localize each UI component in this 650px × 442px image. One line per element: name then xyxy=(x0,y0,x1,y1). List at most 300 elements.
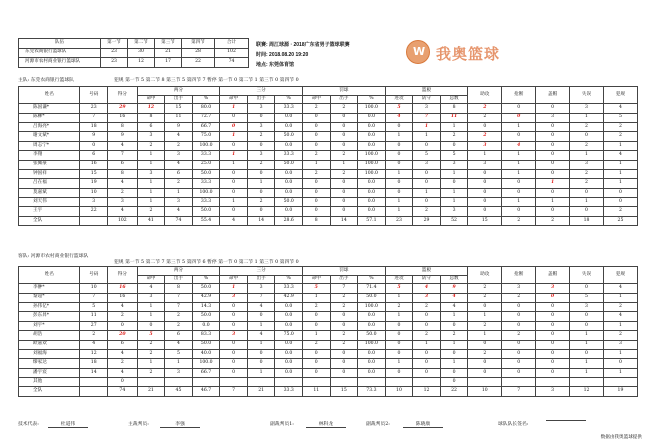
assists: 3 xyxy=(468,141,502,150)
home-stats-table xyxy=(18,86,638,226)
ft-pct: 0.0 xyxy=(358,207,386,216)
ft-made: 2 xyxy=(303,169,331,178)
assists: 3 xyxy=(468,160,502,169)
points: 74 xyxy=(108,387,138,396)
3pt-made: 0 xyxy=(220,302,248,311)
header-threept: 三分 xyxy=(220,267,303,276)
ft-pct xyxy=(358,378,386,387)
turnovers: 1 xyxy=(570,359,604,368)
ft-pct: 0.0 xyxy=(358,132,386,141)
player-row xyxy=(19,151,638,160)
assists: 0 xyxy=(468,169,502,178)
total-score: 74 xyxy=(215,58,249,68)
player-number xyxy=(80,387,108,396)
turnovers: 3 xyxy=(570,302,604,311)
3pt-made: 1 xyxy=(220,198,248,207)
fouls: 1 xyxy=(603,293,637,302)
total-rebounds: 4 xyxy=(440,302,468,311)
3pt-made: 3 xyxy=(220,293,248,302)
ft-pct: 0.0 xyxy=(358,198,386,207)
total-rebounds: 3 xyxy=(440,207,468,216)
total-rebounds: 1 xyxy=(440,198,468,207)
2pt-made: 6 xyxy=(137,122,165,131)
points: 16 xyxy=(108,284,138,293)
fouls xyxy=(603,378,637,387)
player-row xyxy=(19,321,638,330)
2pt-attempts: 5 xyxy=(165,349,193,358)
header-reb: 篮板 xyxy=(385,267,468,276)
3pt-pct: 0.0 xyxy=(275,321,303,330)
2pt-attempts: 4 xyxy=(165,160,193,169)
fouls: 2 xyxy=(603,331,637,340)
ft-attempts: 2 xyxy=(330,340,358,349)
quarter-score: 21 xyxy=(155,48,182,58)
match-venue: 地点: 东莞体育馆 xyxy=(256,62,295,68)
2pt-pct: 33.3 xyxy=(192,151,220,160)
2pt-attempts: 3 xyxy=(165,151,193,160)
2pt-pct: 100.0 xyxy=(192,141,220,150)
2pt-pct: 33.3 xyxy=(192,198,220,207)
points: 4 xyxy=(108,141,138,150)
points: 2 xyxy=(108,312,138,321)
header-tot: 总数 xyxy=(440,275,468,284)
3pt-pct: 0.0 xyxy=(275,359,303,368)
2pt-pct: 55.4 xyxy=(192,216,220,225)
3pt-pct: 0.0 xyxy=(275,188,303,197)
off-rebounds: 1 xyxy=(385,198,413,207)
off-rebounds: 1 xyxy=(385,312,413,321)
ft-made: 0 xyxy=(303,122,331,131)
ft-pct: 0.0 xyxy=(358,113,386,122)
header-pct: % xyxy=(358,275,386,284)
3pt-pct: 0.0 xyxy=(275,340,303,349)
2pt-attempts: 15 xyxy=(165,104,193,113)
3pt-pct: 33.3 xyxy=(275,387,303,396)
player-name: 孙伟亿* xyxy=(19,302,80,311)
ft-made: 5 xyxy=(303,284,331,293)
3pt-made: 0 xyxy=(220,207,248,216)
2pt-attempts: 3 xyxy=(165,368,193,377)
player-name: 吕海亮* xyxy=(19,122,80,131)
fouls: 1 xyxy=(603,179,637,188)
player-row xyxy=(19,169,638,178)
turnovers: 2 xyxy=(570,122,604,131)
3pt-pct: 75.0 xyxy=(275,331,303,340)
fouls: 5 xyxy=(603,113,637,122)
ft-attempts: 0 xyxy=(330,349,358,358)
points: 4 xyxy=(108,302,138,311)
3pt-pct: 28.6 xyxy=(275,216,303,225)
3pt-made: 0 xyxy=(220,359,248,368)
def-rebounds: 1 xyxy=(413,188,441,197)
2pt-attempts: 1 xyxy=(165,188,193,197)
player-name: 谢文斌* xyxy=(19,132,80,141)
ft-made: 0 xyxy=(303,198,331,207)
total-rebounds: 9 xyxy=(440,284,468,293)
3pt-made: 0 xyxy=(220,340,248,349)
fouls: 19 xyxy=(603,387,637,396)
2pt-made: 2 xyxy=(137,141,165,150)
blocks: 3 xyxy=(536,113,570,122)
2pt-made: 1 xyxy=(137,312,165,321)
header-pf: 犯规 xyxy=(603,267,637,284)
ft-pct: 100.0 xyxy=(358,151,386,160)
assists: 0 xyxy=(468,302,502,311)
assists: 0 xyxy=(468,340,502,349)
3pt-made: 0 xyxy=(220,312,248,321)
assists xyxy=(468,378,502,387)
ft-attempts: 14 xyxy=(330,216,358,225)
points: 6 xyxy=(108,160,138,169)
player-name: 欧嘉欢 xyxy=(19,340,80,349)
2pt-pct: 75.0 xyxy=(192,132,220,141)
header-name: 姓名 xyxy=(19,87,80,104)
header-att: 出手 xyxy=(165,95,193,104)
player-name: 陈国谦* xyxy=(19,104,80,113)
2pt-made: 0 xyxy=(137,321,165,330)
assists: 2 xyxy=(468,321,502,330)
def-rebounds: 0 xyxy=(413,368,441,377)
def-rebounds: 0 xyxy=(413,141,441,150)
blocks: 2 xyxy=(536,216,570,225)
steals: 0 xyxy=(502,302,536,311)
2pt-pct: 50.0 xyxy=(192,169,220,178)
player-row xyxy=(19,132,638,141)
blocks: 0 xyxy=(536,151,570,160)
3pt-pct: 0.0 xyxy=(275,312,303,321)
3pt-pct: 0.0 xyxy=(275,302,303,311)
referee-label: 主裁判员: xyxy=(128,422,149,427)
team-total-row xyxy=(19,387,638,396)
steals: 0 xyxy=(502,368,536,377)
player-name: 潘宇宸 xyxy=(19,368,80,377)
quarter-header-row xyxy=(19,39,249,49)
header-ft: 罚球 xyxy=(303,267,386,276)
turnovers: 2 xyxy=(570,169,604,178)
player-row xyxy=(19,198,638,207)
ft-pct: 0.0 xyxy=(358,188,386,197)
2pt-made: 2 xyxy=(137,368,165,377)
ft-pct: 73.3 xyxy=(358,387,386,396)
fouls: 1 xyxy=(603,349,637,358)
player-row xyxy=(19,160,638,169)
total-rebounds: 0 xyxy=(440,368,468,377)
ft-made: 11 xyxy=(303,387,331,396)
2pt-pct: 80.0 xyxy=(192,104,220,113)
2pt-made: 8 xyxy=(137,113,165,122)
assists: 2 xyxy=(468,132,502,141)
fouls: 0 xyxy=(603,188,637,197)
player-row xyxy=(19,141,638,150)
player-row xyxy=(19,368,638,377)
off-rebounds: 0 xyxy=(385,368,413,377)
3pt-pct: 0.0 xyxy=(275,368,303,377)
assists: 1 xyxy=(468,331,502,340)
steals: 0 xyxy=(502,359,536,368)
ft-attempts: 0 xyxy=(330,321,358,330)
def-rebounds: 29 xyxy=(413,216,441,225)
player-name: 缪家达 xyxy=(19,359,80,368)
header-pct: % xyxy=(192,275,220,284)
3pt-pct: 0.0 xyxy=(275,349,303,358)
3pt-made: 0 xyxy=(220,321,248,330)
steals: 0 xyxy=(502,349,536,358)
3pt-attempts: 0 xyxy=(247,141,275,150)
ft-made: 2 xyxy=(303,104,331,113)
steals: 3 xyxy=(502,284,536,293)
points: 9 xyxy=(108,132,138,141)
2pt-made: 1 xyxy=(137,198,165,207)
turnovers: 0 xyxy=(570,132,604,141)
assists: 2 xyxy=(468,113,502,122)
player-row xyxy=(19,179,638,188)
player-name: 刘福海 xyxy=(19,349,80,358)
team-name: 河源市农村商业银行篮球队 xyxy=(19,58,101,68)
logo-text: 我奥篮球 xyxy=(436,45,501,63)
ft-made: 2 xyxy=(303,302,331,311)
3pt-pct: 0.0 xyxy=(275,169,303,178)
assists: 2 xyxy=(468,104,502,113)
ft-made: 0 xyxy=(303,113,331,122)
quarter-score: 30 xyxy=(128,48,155,58)
ft-made: 0 xyxy=(303,179,331,188)
steals: 1 xyxy=(502,122,536,131)
player-name: 李翀* xyxy=(19,284,80,293)
ft-pct: 0.0 xyxy=(358,321,386,330)
player-name: 陈柳* xyxy=(19,113,80,122)
off-rebounds: 0 xyxy=(385,151,413,160)
2pt-attempts: 1 xyxy=(165,359,193,368)
2pt-made xyxy=(137,378,165,387)
turnovers: 0 xyxy=(570,284,604,293)
header-pf: 犯规 xyxy=(603,87,637,104)
3pt-attempts: 0 xyxy=(247,169,275,178)
ft-attempts: 0 xyxy=(330,141,358,150)
off-rebounds: 2 xyxy=(385,302,413,311)
player-row xyxy=(19,331,638,340)
header-def: 防守 xyxy=(413,95,441,104)
assists: 2 xyxy=(468,349,502,358)
off-rebounds: 10 xyxy=(385,387,413,396)
blocks: 0 xyxy=(536,122,570,131)
assists: 0 xyxy=(468,188,502,197)
header-pct: % xyxy=(275,275,303,284)
off-rebounds: 4 xyxy=(385,113,413,122)
points: 6 xyxy=(108,340,138,349)
2pt-attempts: 3 xyxy=(165,198,193,207)
header-made: 命中 xyxy=(303,275,331,284)
3pt-attempts: 14 xyxy=(247,216,275,225)
total-rebounds: 4 xyxy=(440,293,468,302)
ft-pct: 100.0 xyxy=(358,160,386,169)
umpire2-name: 陈晓康 xyxy=(403,420,443,428)
3pt-attempts: 1 xyxy=(247,179,275,188)
3pt-pct: 0.0 xyxy=(275,141,303,150)
2pt-pct: 25.0 xyxy=(192,160,220,169)
header-made: 命中 xyxy=(303,95,331,104)
3pt-made: 0 xyxy=(220,188,248,197)
ft-attempts: 0 xyxy=(330,179,358,188)
blocks: 0 xyxy=(536,169,570,178)
turnovers: 0 xyxy=(570,349,604,358)
quarter-row-home xyxy=(19,48,249,58)
3pt-made: 0 xyxy=(220,368,248,377)
off-rebounds: 23 xyxy=(385,216,413,225)
player-row xyxy=(19,104,638,113)
steals: 0 xyxy=(502,312,536,321)
header-stl: 抢断 xyxy=(502,267,536,284)
blocks: 0 xyxy=(536,160,570,169)
player-number: 11 xyxy=(80,312,108,321)
fouls: 2 xyxy=(603,132,637,141)
2pt-pct: 42.9 xyxy=(192,293,220,302)
points: 4 xyxy=(108,349,138,358)
assists: 0 xyxy=(468,122,502,131)
total-rebounds: 1 xyxy=(440,122,468,131)
2pt-made: 2 xyxy=(137,349,165,358)
off-rebounds: 0 xyxy=(385,321,413,330)
total-rebounds: 0 xyxy=(440,321,468,330)
2pt-attempts: 11 xyxy=(165,113,193,122)
blocks: 0 xyxy=(536,293,570,302)
3pt-made: 1 xyxy=(220,132,248,141)
player-row xyxy=(19,349,638,358)
2pt-pct: 0.0 xyxy=(192,321,220,330)
turnovers: 1 xyxy=(570,340,604,349)
assists: 0 xyxy=(468,198,502,207)
def-rebounds: 7 xyxy=(413,113,441,122)
turnovers: 1 xyxy=(570,331,604,340)
def-rebounds: 1 xyxy=(413,340,441,349)
3pt-made: 3 xyxy=(220,331,248,340)
ft-attempts: 2 xyxy=(330,169,358,178)
player-name: 张佩豪 xyxy=(19,160,80,169)
player-row xyxy=(19,284,638,293)
points: 29 xyxy=(108,104,138,113)
3pt-made: 0 xyxy=(220,141,248,150)
turnovers: 2 xyxy=(570,179,604,188)
player-number xyxy=(80,378,108,387)
header-row-groups xyxy=(19,267,638,276)
quarter-score: 17 xyxy=(155,58,182,68)
fouls: 4 xyxy=(603,151,637,160)
turnovers: 5 xyxy=(570,293,604,302)
def-rebounds: 0 xyxy=(413,349,441,358)
blocks: 0 xyxy=(536,104,570,113)
ft-attempts: 0 xyxy=(330,359,358,368)
player-row xyxy=(19,207,638,216)
player-number: 7 xyxy=(80,293,108,302)
ft-attempts: 2 xyxy=(330,151,358,160)
points: 4 xyxy=(108,179,138,188)
turnovers: 3 xyxy=(570,160,604,169)
ft-pct: 0.0 xyxy=(358,349,386,358)
3pt-attempts: 1 xyxy=(247,321,275,330)
captain-label: 球队队长签名: xyxy=(498,422,529,427)
2pt-made: 3 xyxy=(137,293,165,302)
header-points: 得分 xyxy=(108,87,138,104)
off-rebounds: 1 xyxy=(385,293,413,302)
2pt-attempts: 6 xyxy=(165,169,193,178)
header-made: 命中 xyxy=(137,275,165,284)
3pt-made: 4 xyxy=(220,216,248,225)
def-rebounds: 4 xyxy=(413,284,441,293)
3pt-made: 1 xyxy=(220,284,248,293)
header-pct: % xyxy=(275,95,303,104)
off-rebounds: 5 xyxy=(385,104,413,113)
header-made: 命中 xyxy=(220,275,248,284)
3pt-attempts: 3 xyxy=(247,122,275,131)
points: 0 xyxy=(108,321,138,330)
player-number: 19 xyxy=(80,179,108,188)
3pt-pct: 50.0 xyxy=(275,132,303,141)
3pt-attempts: 2 xyxy=(247,132,275,141)
header-points: 得分 xyxy=(108,267,138,284)
3pt-attempts: 4 xyxy=(247,331,275,340)
ft-pct: 100.0 xyxy=(358,340,386,349)
def-rebounds: 0 xyxy=(413,359,441,368)
blocks: 3 xyxy=(536,284,570,293)
def-rebounds: 0 xyxy=(413,169,441,178)
player-name: 吕在福 xyxy=(19,179,80,188)
2pt-made: 4 xyxy=(137,284,165,293)
points: 4 xyxy=(108,207,138,216)
blocks: 0 xyxy=(536,207,570,216)
ft-made: 0 xyxy=(303,312,331,321)
total-rebounds: 0 xyxy=(440,141,468,150)
steals: 1 xyxy=(502,169,536,178)
ft-made: 8 xyxy=(303,216,331,225)
umpire2-label: 副裁判员2: xyxy=(366,422,390,427)
ft-made: 0 xyxy=(303,321,331,330)
header-def: 防守 xyxy=(413,275,441,284)
quarter-header: 第三节 xyxy=(155,39,182,49)
ft-made: 1 xyxy=(303,293,331,302)
3pt-made: 1 xyxy=(220,160,248,169)
2pt-attempts: 4 xyxy=(165,207,193,216)
steals: 0 xyxy=(502,104,536,113)
quarter-score: 23 xyxy=(101,58,128,68)
2pt-attempts: 9 xyxy=(165,122,193,131)
ft-pct: 71.4 xyxy=(358,284,386,293)
2pt-pct: 40.0 xyxy=(192,349,220,358)
tech-rep-label: 技术代表: xyxy=(18,422,39,427)
away-fouls-timeouts: 犯规 第一节 5 第二节 7 第三节 5 第四节 6 暂停 第一节 0 第二节 1 第三节 0 第四节 0 xyxy=(114,260,299,265)
3pt-attempts: 3 xyxy=(247,104,275,113)
fouls: 3 xyxy=(603,340,637,349)
player-name: 周志宁* xyxy=(19,141,80,150)
off-rebounds: 5 xyxy=(385,284,413,293)
blocks: 0 xyxy=(536,349,570,358)
2pt-made: 5 xyxy=(137,331,165,340)
steals: 4 xyxy=(502,141,536,150)
player-name: 钟国祥 xyxy=(19,169,80,178)
off-rebounds: 0 xyxy=(385,340,413,349)
header-ast: 助攻 xyxy=(468,87,502,104)
player-number: 27 xyxy=(80,321,108,330)
player-row xyxy=(19,302,638,311)
header-name: 姓名 xyxy=(19,267,80,284)
ft-attempts xyxy=(330,378,358,387)
def-rebounds: 1 xyxy=(413,122,441,131)
total-rebounds: 11 xyxy=(440,113,468,122)
home-fouls-timeouts: 犯规 第一节 5 第二节 8 第三节 5 第四节 7 暂停 第一节 0 第二节 1 第三节 0 第四节 0 xyxy=(114,78,299,83)
total-rebounds: 1 xyxy=(440,169,468,178)
brand-logo xyxy=(406,40,518,66)
ft-pct: 0.0 xyxy=(358,141,386,150)
header-row-groups xyxy=(19,87,638,96)
quarter-header: 第一节 xyxy=(101,39,128,49)
